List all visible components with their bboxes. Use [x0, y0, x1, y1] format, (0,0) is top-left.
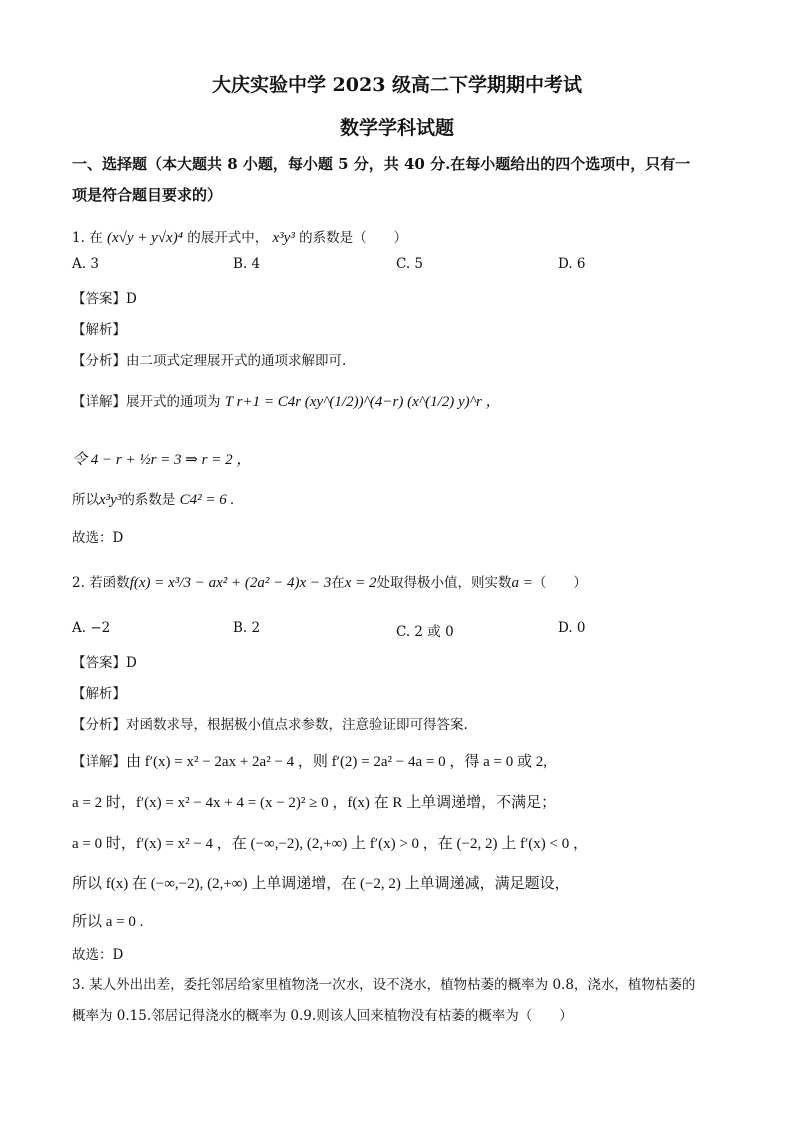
- target-term: x³y³: [272, 230, 295, 246]
- answer-label: 【答案】D: [72, 291, 137, 307]
- option-b: B. 4: [233, 256, 261, 272]
- option-d: D. 0: [558, 620, 586, 636]
- option-d: D. 6: [558, 256, 586, 272]
- option-a: A. 3: [72, 256, 99, 272]
- page-title: 大庆实验中学 2023 级高二下学期期中考试: [211, 74, 583, 96]
- question-2-stem: 2. 若函数f(x) = x³/3 − ax² + (2a² − 4)x − 3在x = 2处取得极小值，则实数a =（ ）: [72, 575, 587, 591]
- page-subtitle: 数学学科试题: [339, 117, 454, 139]
- binomial-expression: (x√y + y√x)⁴: [106, 230, 183, 246]
- choose-line: 故选：D: [72, 530, 124, 546]
- detail-label: 【详解】: [72, 754, 126, 770]
- question-1-stem: [72, 226, 407, 247]
- question-text: 的展开式中，: [187, 230, 269, 246]
- detail-line: [72, 390, 501, 411]
- analysis-label: 【解析】: [72, 322, 126, 338]
- detail-label: 【详解】: [72, 394, 126, 410]
- option-a: A. −2: [72, 620, 111, 636]
- question-text: 的系数是（ ）: [299, 230, 408, 246]
- general-term-formula: T r+1 = C4r (xy^(1/2))^(4−r) (x^(1/2) y)^r ，: [224, 394, 501, 410]
- section-heading-line2: 项是符合题目要求的）: [72, 186, 223, 204]
- option-c: C. 5: [396, 256, 424, 272]
- question-3-line2: 概率为 0.15.邻居记得浇水的概率为 0.9.则该人回来植物没有枯萎的概率为（ ）: [72, 1008, 573, 1024]
- option-b: B. 2: [233, 620, 261, 636]
- section-heading-line1: 一、选择题（本大题共 8 小题，每小题 5 分，共 40 分.在每小题给出的四个选项中，只有一: [72, 155, 691, 173]
- detail-line-3: a = 0 时，f′(x) = x² − 4 ，在 (−∞,−2), (2,+∞) 上 f′(x) > 0 ，在 (−2, 2) 上 f′(x) < 0 ，: [72, 836, 588, 852]
- function-definition: f(x) = x³/3 − ax² + (2a² − 4)x − 3: [129, 575, 332, 591]
- analysis-text: 【分析】对函数求导，根据极小值点求参数，注意验证即可得答案.: [72, 717, 468, 733]
- detail-text: 展开式的通项为: [126, 394, 221, 410]
- analysis-label: 【解析】: [72, 686, 126, 702]
- option-c: C. 2 或 0: [396, 624, 454, 640]
- question-number: 2.: [72, 575, 85, 591]
- answer-label: 【答案】D: [72, 655, 137, 671]
- analysis-text: 【分析】由二项式定理展开式的通项求解即可.: [72, 353, 347, 369]
- detail-line-1: 【详解】由 f′(x) = x² − 2ax + 2a² − 4 ，则 f′(2) = 2a² − 4a = 0 ，得 a = 0 或 2,: [72, 754, 547, 770]
- question-3-line1: 3. 某人外出出差，委托邻居给家里植物浇一次水，设不浇水，植物枯萎的概率为 0.8，浇水，植物枯萎的: [72, 977, 696, 993]
- question-number: 1.: [72, 230, 85, 246]
- choose-line: 故选：D: [72, 947, 124, 963]
- solution-step-2: 所以x³y³的系数是 C4² = 6 .: [72, 492, 235, 508]
- detail-line-5: 所以 a = 0 .: [72, 914, 144, 930]
- detail-line-4: 所以 f(x) 在 (−∞,−2), (2,+∞) 上单调递增，在 (−2, 2) 上单调递减，满足题设，: [72, 876, 570, 892]
- question-text: 在: [89, 230, 103, 246]
- solution-step-1: 令 4 − r + ½r = 3 ⇒ r = 2 ，: [72, 452, 252, 468]
- detail-line-2: a = 2 时，f′(x) = x² − 4x + 4 = (x − 2)² ≥ 0 ，f(x) 在 R 上单调递增，不满足；: [72, 795, 557, 811]
